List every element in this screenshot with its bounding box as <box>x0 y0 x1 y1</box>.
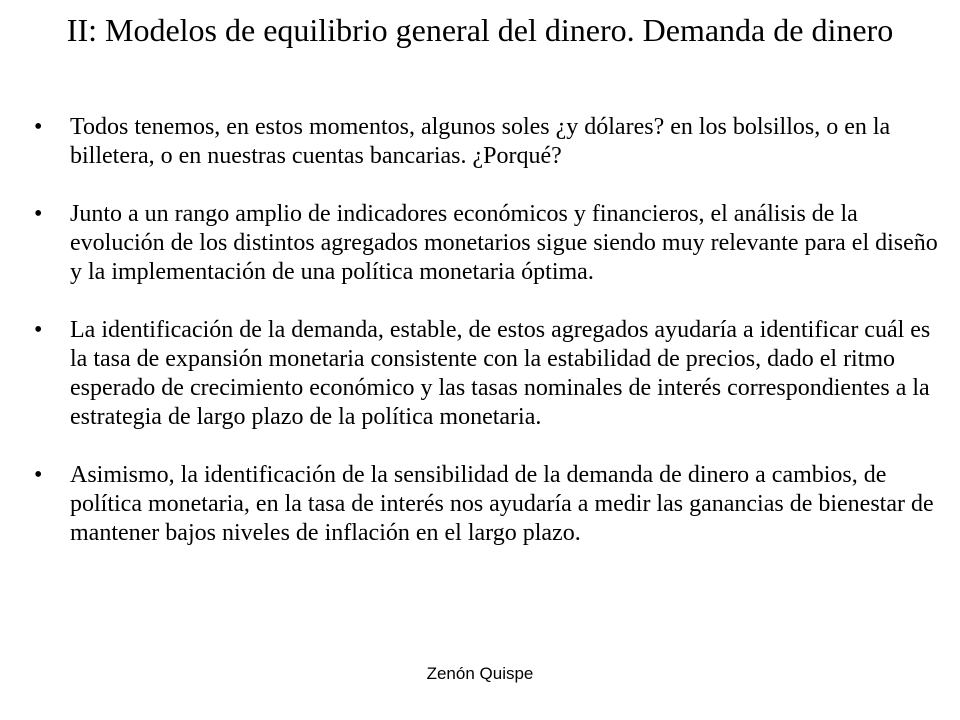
footer-author: Zenón Quispe <box>426 664 534 683</box>
bullet-item <box>34 200 939 287</box>
bullet-text: Todos tenemos, en estos momentos, algunos soles ¿y dólares? en los bolsillos, o en la billetera, o en nuestras cuentas bancarias. ¿Porqué? <box>70 114 891 169</box>
bullet-icon: • <box>34 201 43 227</box>
slide-title: II: Modelos de equilibrio general del dinero. Demanda de dinero <box>66 12 894 48</box>
bullet-item <box>34 316 939 432</box>
bullet-item <box>34 461 939 548</box>
bullet-list <box>34 113 939 577</box>
bullet-text: Asimismo, la identificación de la sensibilidad de la demanda de dinero a cambios, de política monetaria, en la tasa de interés nos ayudaría a medir las ganancias de bienestar de mantener bajos niveles de inflación en el largo plazo. <box>70 462 934 546</box>
bullet-icon: • <box>34 462 43 488</box>
bullet-text: Junto a un rango amplio de indicadores económicos y financieros, el análisis de la evolución de los distintos agregados monetarios sigue siendo muy relevante para el diseño y la implementación de una política monetaria óptima. <box>70 201 938 285</box>
bullet-item <box>34 113 939 171</box>
bullet-text: La identificación de la demanda, estable, de estos agregados ayudaría a identificar cuál es la tasa de expansión monetaria consistente con la estabilidad de precios, dado el ritmo esperado de crecimiento económico y las tasas nominales de interés correspondientes a la estrategia de largo plazo de la política monetaria. <box>70 317 931 430</box>
bullet-icon: • <box>34 114 43 140</box>
bullet-icon: • <box>34 317 43 343</box>
